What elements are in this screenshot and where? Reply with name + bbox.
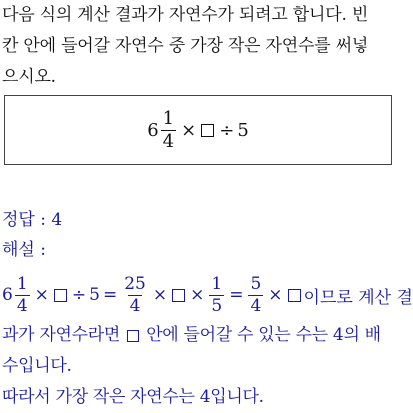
mixed-number-fraction [161, 107, 176, 152]
eq-divisor: 5 [89, 285, 100, 305]
solution-line-4: 따라서 가장 작은 자연수는 4입니다. [2, 387, 264, 407]
eq-times-2: × [152, 285, 168, 305]
blank-box [201, 124, 214, 137]
solution-line-3: 수입니다. [2, 356, 72, 376]
divide-sign: ÷ [219, 119, 235, 141]
eq-fraction-2-denominator: 4 [129, 295, 141, 316]
problem-expression [147, 107, 249, 152]
eq-equals-1: = [102, 285, 118, 305]
eq-blank-box-2 [172, 289, 185, 302]
eq-times-4: × [268, 285, 283, 305]
eq-fraction-4-numerator: 5 [250, 273, 262, 294]
solution-equation-line [2, 270, 413, 320]
answer-label: 정답 : 4 [2, 210, 63, 230]
eq-times-1: × [34, 285, 49, 305]
mixed-number-whole: 6 [147, 119, 159, 141]
eq-fraction-3-denominator: 5 [211, 295, 223, 316]
eq-fraction-3-numerator: 1 [211, 273, 223, 294]
fraction-numerator: 1 [162, 107, 175, 129]
solution-line-2 [2, 320, 398, 351]
question-line-1: 다음 식의 계산 결과가 자연수가 되려고 합니다. 빈 [2, 5, 369, 25]
question-text [2, 0, 396, 93]
eq-fraction-1-numerator: 1 [16, 273, 28, 294]
eq-fraction-4-denominator: 4 [250, 295, 262, 316]
solution-label: 해설 : [2, 240, 46, 260]
eq-times-3: × [190, 285, 205, 305]
times-sign: × [181, 119, 197, 141]
solution-line-2-start: 과가 자연수라면 [2, 325, 120, 345]
eq-fraction-3 [209, 273, 224, 316]
answer-section [2, 206, 413, 413]
divisor: 5 [237, 119, 249, 141]
eq-equals-2: = [229, 285, 244, 305]
eq-blank-box-1 [54, 289, 67, 302]
eq-fraction-2-numerator: 25 [124, 273, 146, 294]
solution-blank-box [127, 330, 139, 342]
solution-equation [2, 273, 303, 316]
eq-fraction-4 [248, 273, 263, 316]
eq-whole: 6 [2, 285, 13, 305]
eq-trailing-text: 이므로 계산 결 [303, 287, 413, 308]
question-line-3: 으시오. [2, 67, 56, 87]
eq-fraction-1 [15, 273, 30, 316]
fraction-denominator: 4 [162, 130, 175, 152]
question-line-2: 칸 안에 들어갈 자연수 중 가장 작은 자연수를 써넣 [2, 36, 369, 56]
eq-blank-box-3 [288, 289, 301, 302]
expression-box [4, 95, 392, 165]
eq-fraction-2 [122, 273, 148, 316]
eq-divide: ÷ [71, 285, 87, 305]
solution-line-2-end: 안에 들어갈 수 있는 수는 4의 배 [146, 325, 381, 345]
eq-fraction-1-denominator: 4 [16, 295, 28, 316]
